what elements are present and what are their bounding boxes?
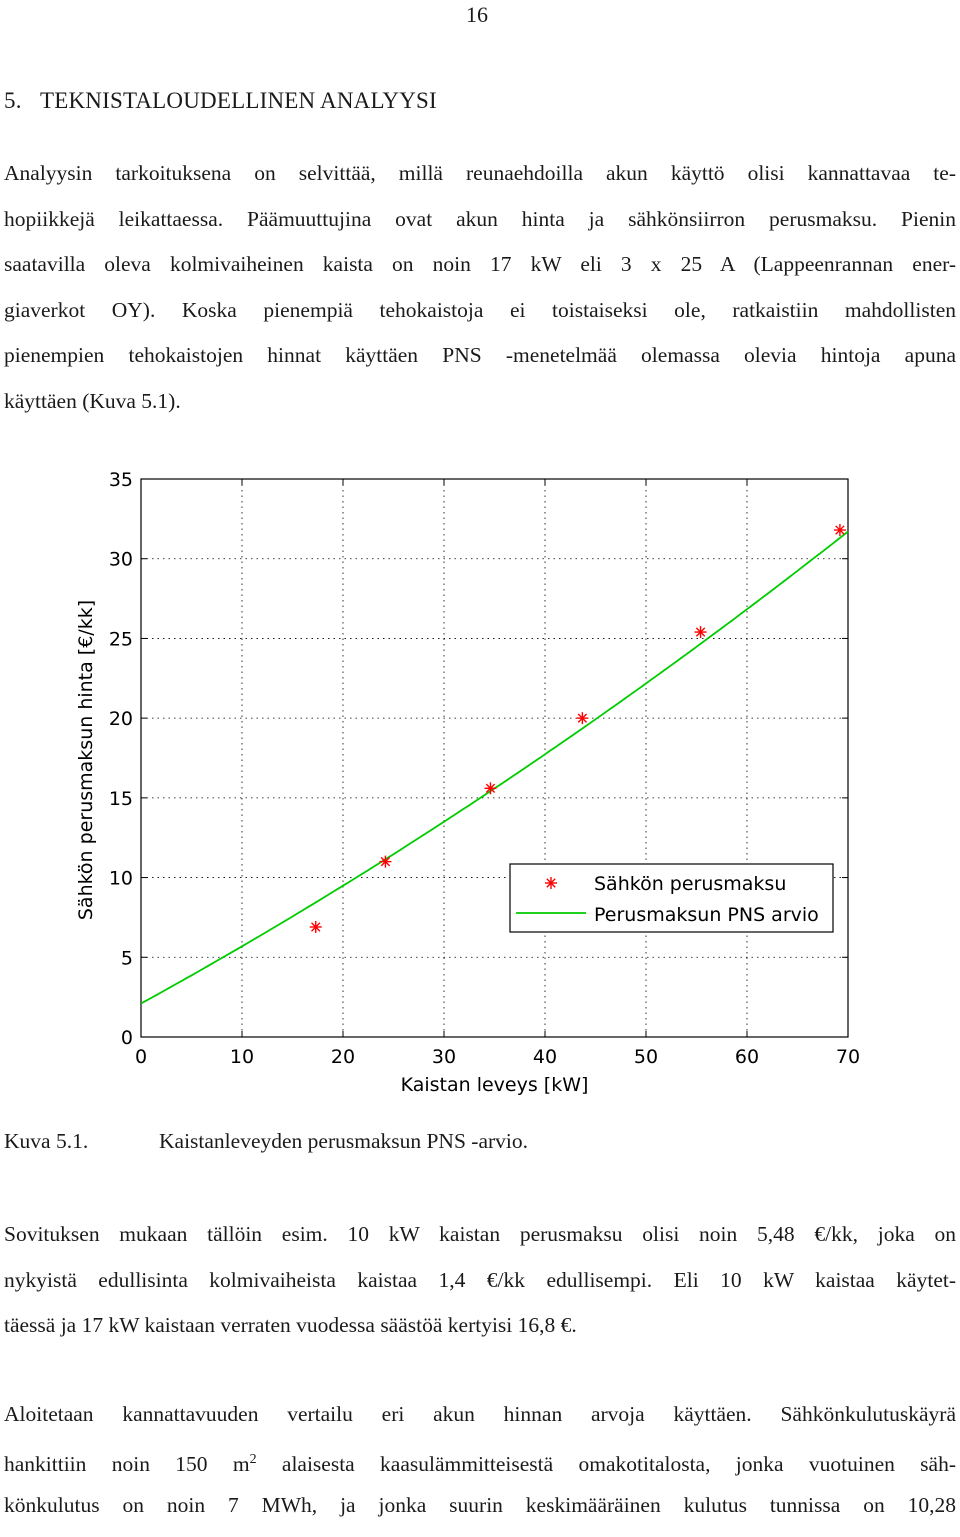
pns-fit-chart (0, 460, 960, 1110)
data-point-marker (310, 921, 322, 933)
superscript: 2 (249, 1451, 257, 1467)
x-tick-label: 30 (431, 1046, 457, 1068)
x-tick-label: 60 (734, 1046, 760, 1068)
x-axis-label: Kaistan leveys [kW] (400, 1074, 589, 1096)
y-tick-label: 15 (108, 787, 133, 810)
page-number: 16 (466, 2, 488, 27)
paragraph-line: nykyistä edullisinta kolmivaiheista kaistaa 1,4 €/kk edullisempi. Eli 10 kW kaistaa käytet- (4, 1267, 956, 1292)
data-point-marker (576, 712, 588, 724)
legend-label-fit: Perusmaksun PNS arvio (594, 904, 819, 926)
paragraph-line: könkulutus on noin 7 MWh, ja jonka suurin keskimääräinen kulutus tunnissa on 10,28 (4, 1493, 956, 1517)
paragraph-line: pienempien tehokaistojen hinnat käyttäen PNS -menetelmää olemassa olevia hintoja apuna (4, 343, 956, 367)
y-tick-label: 20 (108, 708, 133, 731)
line-text: hankittiin noin 150 m (4, 1451, 250, 1476)
paragraph-line: saatavilla oleva kolmivaiheinen kaista on noin 17 kW eli 3 x 25 A (Lappeenrannan ener- (4, 252, 956, 276)
caption-text: Kaistanleveyden perusmaksun PNS -arvio. (159, 1129, 529, 1153)
x-tick-label: 40 (532, 1046, 558, 1068)
paragraph-line: Aloitetaan kannattavuuden vertailu eri akun hinnan arvoja käyttäen. Sähkönkulutuskäyrä (4, 1402, 956, 1426)
caption-label: Kuva 5.1. (4, 1129, 89, 1153)
intro-paragraph (4, 159, 956, 432)
paragraph-line (4, 1446, 956, 1492)
y-tick-label: 25 (108, 628, 133, 651)
data-point-marker (695, 626, 707, 638)
section-heading (4, 88, 437, 114)
result-paragraph (4, 1220, 956, 1357)
legend-asterisk (545, 877, 557, 889)
x-tick-label: 20 (330, 1046, 356, 1068)
section-number: 5. (4, 88, 22, 113)
paragraph-line: täessä ja 17 kW kaistaan verraten vuodessa säästöä kertyisi 16,8 €. (4, 1313, 577, 1337)
data-point-marker (834, 524, 846, 536)
plot-area-frame (141, 479, 848, 1037)
paragraph-line: hopiikkejä leikattaessa. Päämuuttujina ovat akun hinta ja sähkönsiirron perusmaksu. Pienin (4, 206, 956, 231)
x-tick-label: 0 (134, 1046, 148, 1068)
paragraph-line: Analyysin tarkoituksena on selvittää, millä reunaehdoilla akun käyttö olisi kannattavaa te- (4, 161, 956, 185)
figure-caption (4, 1129, 528, 1154)
y-tick-label: 35 (108, 469, 133, 491)
legend-label-measured: Sähkön perusmaksu (594, 873, 787, 895)
paragraph-line: giaverkot OY). Koska pienempiä tehokaistoja ei toistaiseksi ole, ratkaistiin mahdollisten (4, 297, 956, 322)
comparison-paragraph (4, 1400, 956, 1537)
paragraph-line: käyttäen (Kuva 5.1). (4, 388, 181, 413)
chart-legend (510, 864, 833, 932)
y-tick-label: 5 (120, 947, 133, 970)
y-tick-label: 0 (120, 1027, 133, 1049)
paragraph-line: Sovituksen mukaan tällöin esim. 10 kW kaistan perusmaksu olisi noin 5,48 €/kk, joka on (4, 1222, 956, 1246)
section-title: TEKNISTALOUDELLINEN ANALYYSI (40, 88, 437, 113)
data-point-marker (484, 782, 496, 794)
y-tick-label: 10 (108, 867, 133, 890)
x-tick-label: 70 (835, 1046, 861, 1068)
y-tick-label: 30 (108, 548, 133, 571)
line-text: alaisesta kaasulämmitteisestä omakotitalosta, jonka vuotuinen säh- (256, 1451, 956, 1476)
pns-fit-line (141, 532, 848, 1004)
x-tick-label: 50 (633, 1046, 659, 1068)
legend-marker-icon (545, 877, 557, 889)
x-tick-label: 10 (229, 1046, 255, 1068)
y-axis-label: Sähkön perusmaksun hinta [€/kk] (75, 599, 97, 921)
chart-grid (141, 479, 848, 1037)
